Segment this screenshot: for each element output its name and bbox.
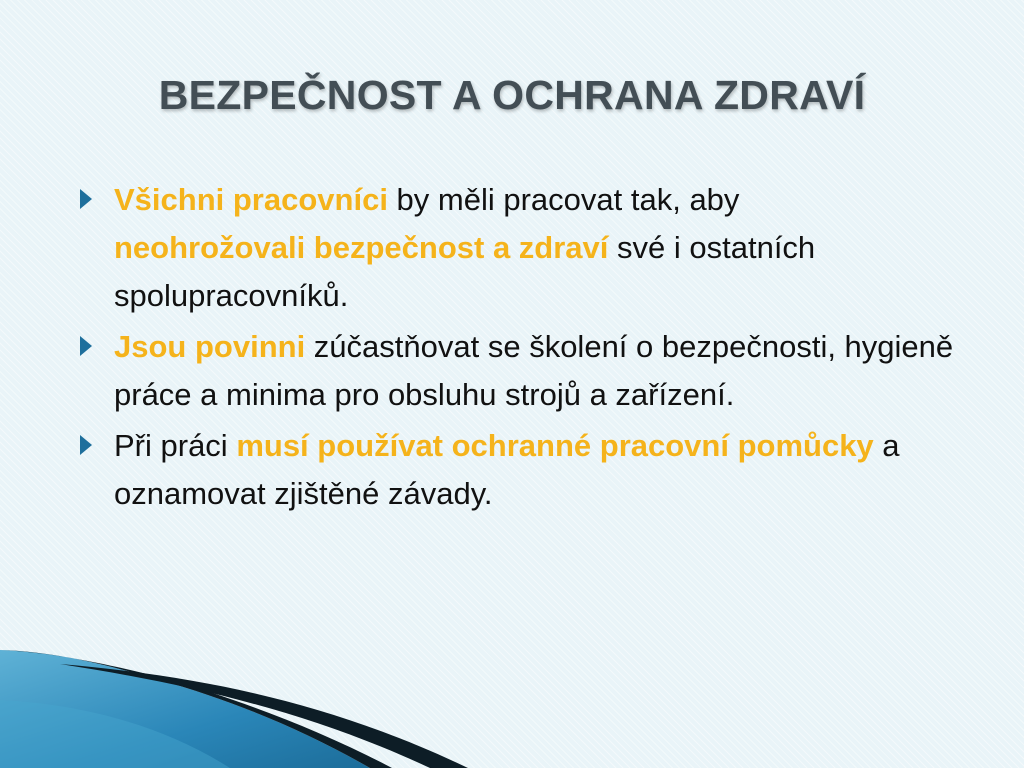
- bullet-item-1: [74, 176, 974, 320]
- bullet-arrow-icon: [80, 189, 92, 209]
- bullet-list: [74, 176, 974, 521]
- bullet-item-2: [74, 323, 974, 419]
- bullet-highlight: Jsou povinni: [114, 329, 306, 364]
- bullet-item-3: [74, 422, 974, 518]
- bullet-arrow-icon: [80, 336, 92, 356]
- bullet-highlight: Všichni pracovníci: [114, 182, 388, 217]
- bullet-text: by měli pracovat tak, aby: [387, 182, 740, 217]
- bullet-highlight: musí používat ochranné pracovní pomůcky: [236, 428, 874, 463]
- bullet-text: a oznamovat zjištěné závady.: [114, 428, 900, 511]
- slide-title: BEZPEČNOST A OCHRANA ZDRAVÍ: [158, 72, 866, 118]
- bullet-text: zúčastňovat se školení o bezpečnosti, hygieně práce a minima pro obsluhu strojů a zařízení.: [114, 329, 954, 412]
- bullet-text: Při práci: [114, 428, 237, 463]
- bullet-text: své i ostatních spolupracovníků.: [114, 230, 816, 313]
- bullet-highlight: neohrožovali bezpečnost a zdraví: [114, 230, 609, 265]
- bullet-arrow-icon: [80, 435, 92, 455]
